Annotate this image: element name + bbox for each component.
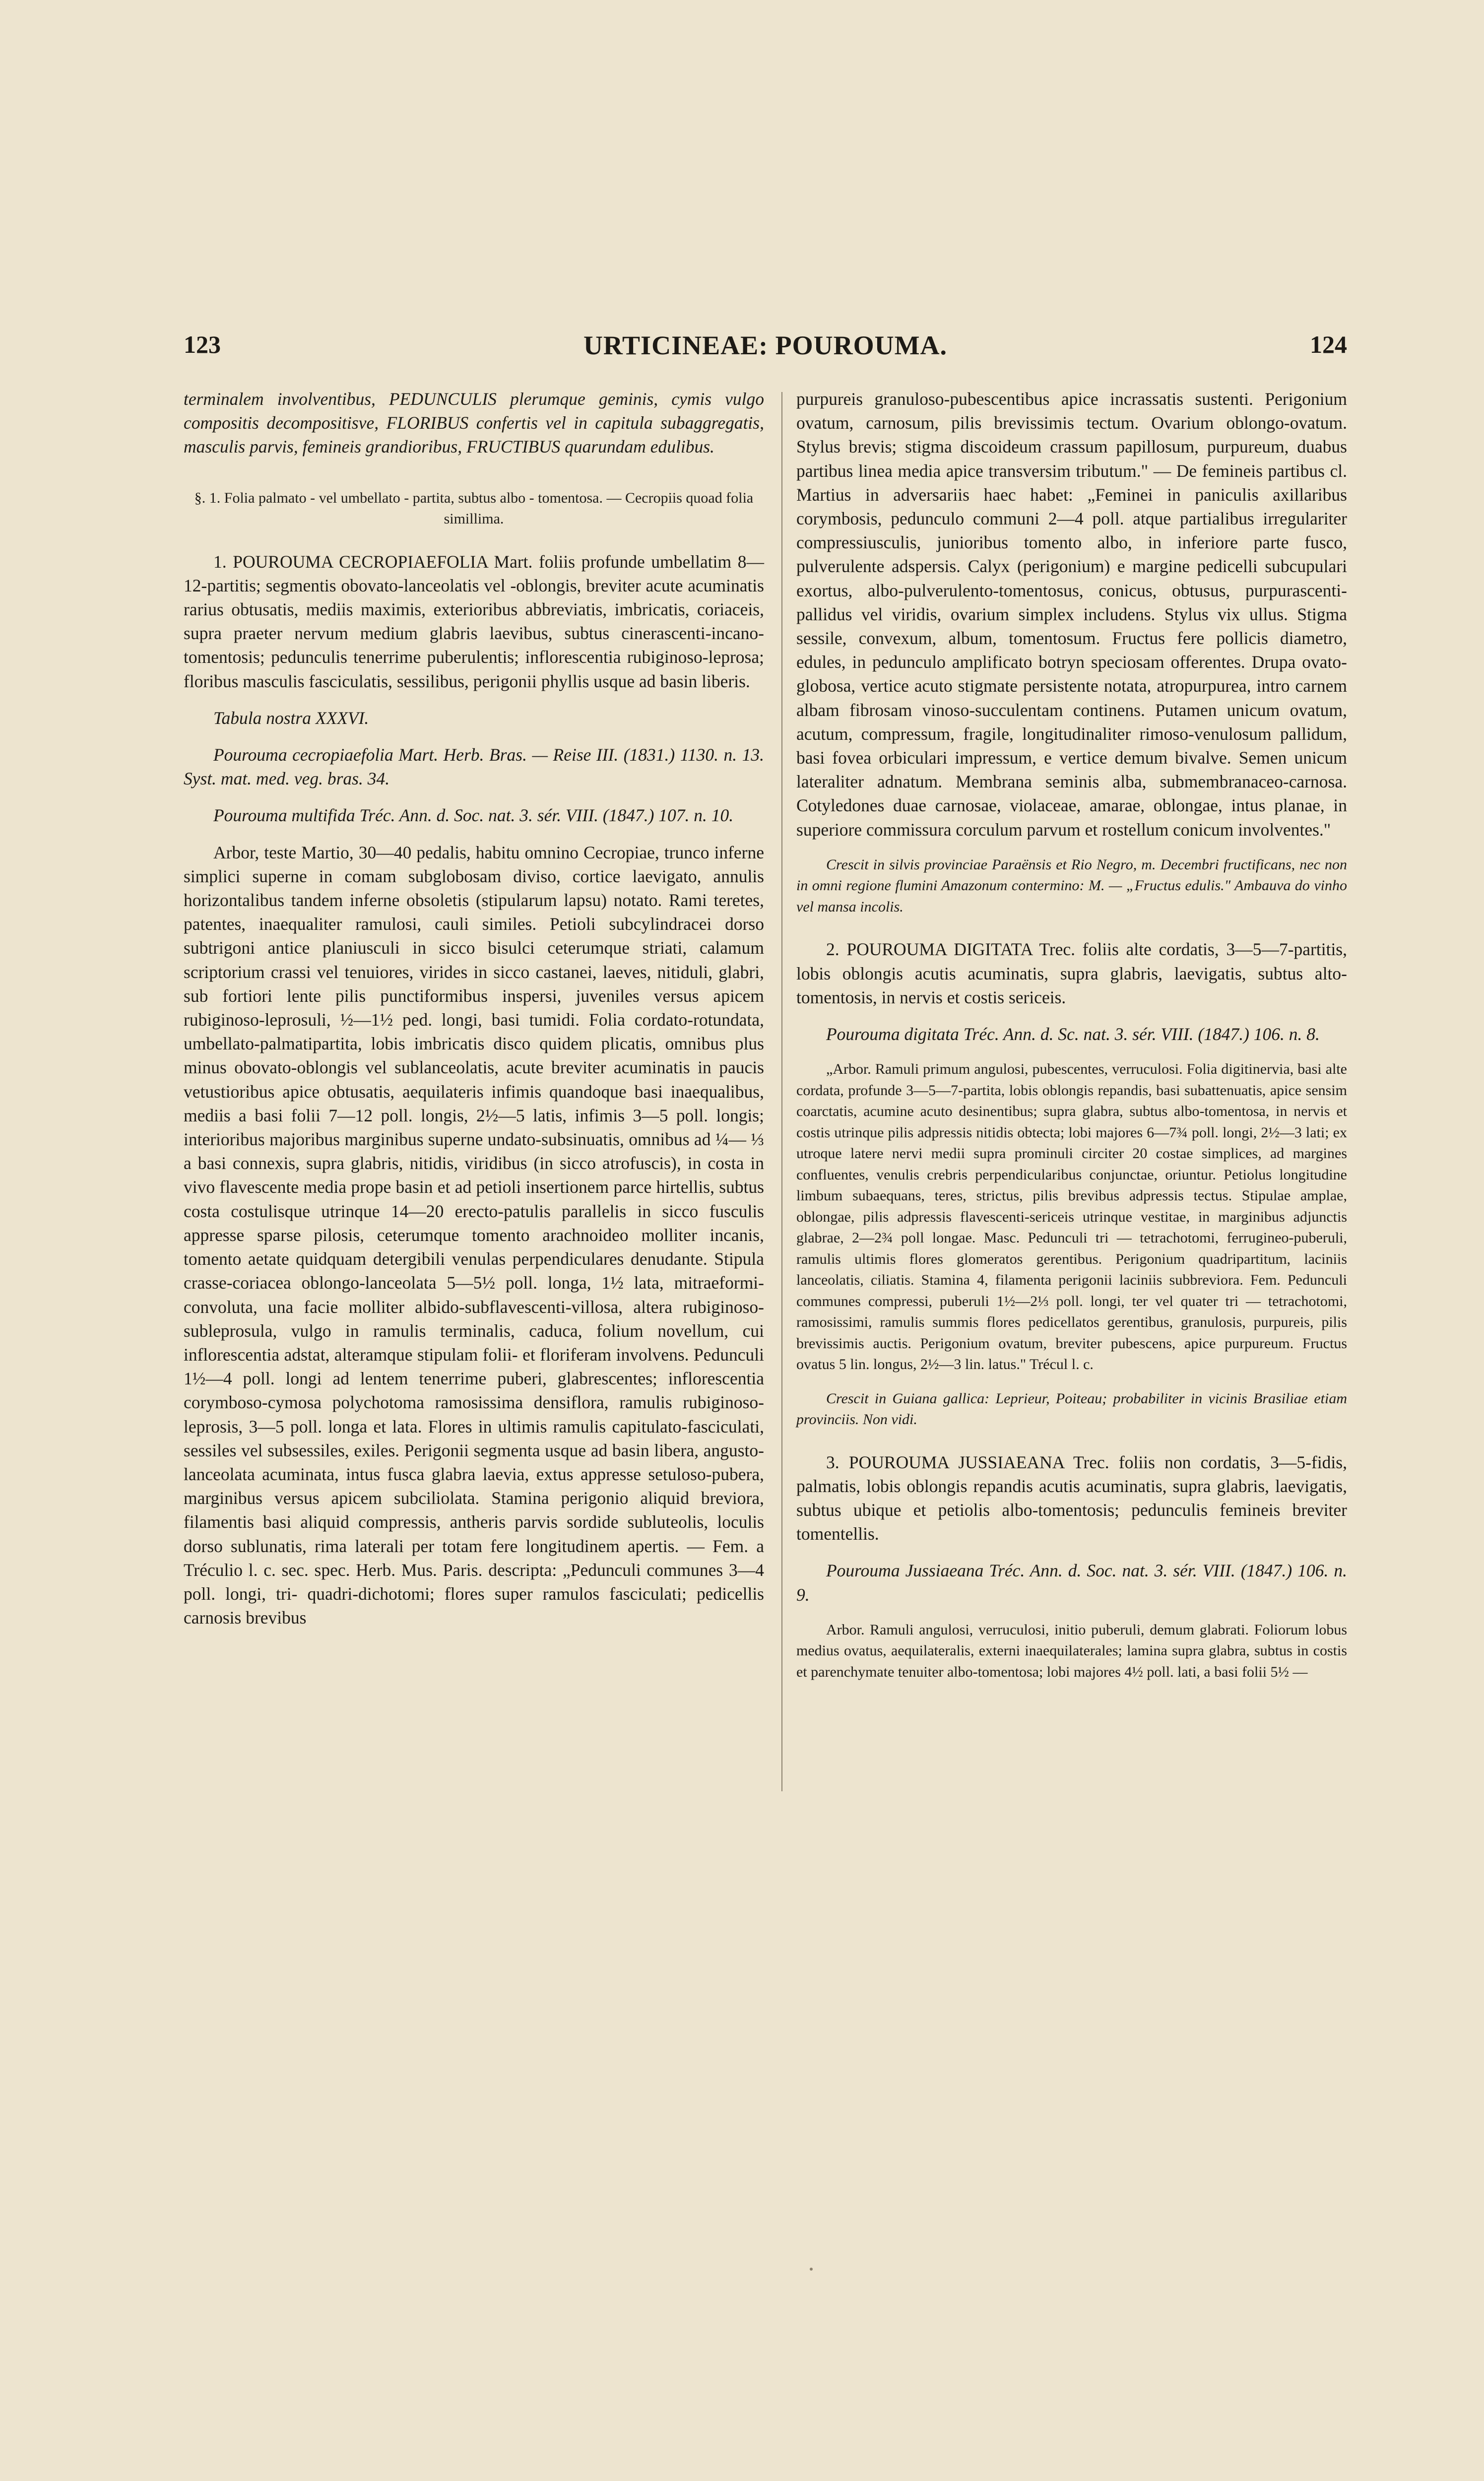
species2-entry <box>796 937 1347 1009</box>
left-column <box>184 387 764 1630</box>
left-page-number: 123 <box>184 330 221 358</box>
species1-synonym-2: Pourouma multifida Tréc. Ann. d. Soc. nat. 3. sér. VIII. (1847.) 107. n. 10. <box>213 805 734 826</box>
habitat-1: Crescit in silvis provinciae Paraënsis et Rio Negro, m. Decembri fructificans, nec non in omni regione flumini Amazonum contermino: M. — „Fructus edulis." Ambauva do vinho vel mansa incolis. <box>796 856 1347 915</box>
column-divider <box>781 392 782 1791</box>
species3-synonym: Pourouma Jussiaeana Tréc. Ann. d. Soc. nat. 3. sér. VIII. (1847.) 106. n. 9. <box>796 1561 1347 1605</box>
species3-entry <box>796 1450 1347 1546</box>
right-page-number: 124 <box>1310 330 1347 358</box>
species2-diagnosis: foliis alte cordatis, 3—5—7-partitis, lobis oblongis acutis acuminatis, supra glabris, laevigatis, subtus alto-tomentosis, in nervis et costis sericeis. <box>796 939 1348 1007</box>
species3-heading: 3. POUROUMA JUSSIAEANA Trec. <box>826 1452 1119 1472</box>
species1-synonym-1: Pourouma cecropiaefolia Mart. Herb. Bras. — Reise III. (1831.) 1130. n. 13. Syst. mat. med. veg. bras. 34. <box>184 745 764 789</box>
intro-text: terminalem involventibus, PEDUNCULIS plerumque geminis, cymis vulgo compositis decompositisve, FLORIBUS confertis vel in capitula subaggregatis, masculis parvis, femineis grandioribus, FRUCTIBUS quarundam edulibus. <box>184 389 764 457</box>
species2-description: „Arbor. Ramuli primum angulosi, pubescentes, verruculosi. Folia digitinervia, basi alte cordata, profunde 3—5—7-partita, lobis oblongis repandis, basi subattenuatis, apice sensim coarctatis, acumine acuto desinentibus; supra glabra, subtus albo-tomentosa, in nervis et costis utrinque pilis adpressis nitidis obtecta; lobi majores 6—7¾ poll. longi, 2½—3 lati; ex utroque latere nervi medii supra prominuli circiter 20 costae simplices, ad margines confluentes, venulis crebris perpendicularibus conjunctae, oriuntur. Petiolus longitudine limbum subaequans, teres, strictus, pilis brevibus adpressis tectus. Stipulae amplae, oblongae, pilis adpressis flavescenti-sericeis utrinque vestitae, in marginibus adjunctis glabrae, 2—2¾ poll longae. Masc. Pedunculi tri — tetrachotomi, ferrugineo-puberuli, ramulis ultimis flores glomeratos gerentibus. Perigonium quadripartitum, laciniis lanceolatis, ciliatis. Stamina 4, filamenta perigonii laciniis subbreviora. Fem. Pedunculi communes compressi, puberuli 1½—2⅓ poll. longi, ter vel quater tri — tetrachotomi, ramosissimi, ramulis summis flores pedicellatos gerentibus, granulosis, purpureis, pilis brevissimis auctis. Perigonium ovatum, breviter pubescens, apice purpureum. Fructus ovatus 5 lin. longus, 2½—3 lin. latus." Trécul l. c. <box>796 1061 1347 1373</box>
species1-diagnosis: foliis profunde umbellatim 8—12-partitis; segmentis obovato-lanceolatis vel -oblongis, breviter acute acuminatis rarius obtusatis, mediis maximis, exterioribus abbreviatis, imbricatis, coriaceis, supra praeter nervum medium glabris laevibus, subtus cinerascenti-incano-tomentosis; pedunculis tenerrime puberulentis; inflorescentia rubiginoso-leprosa; floribus masculis fasciculatis, sessilibus, perigonii phyllis usque ad basin liberis. <box>184 551 764 691</box>
species1-heading: 1. POUROUMA CECROPIAEFOLIA Mart. <box>213 551 539 572</box>
species3-description: Arbor. Ramuli angulosi, verruculosi, initio puberuli, demum glabrati. Foliorum lobus medius ovatus, aequilateralis, externi inaequilaterales; lamina supra glabra, subtus in costis et parenchymate tenuiter albo-tomentosa; lobi majores 4½ poll. lati, a basi folii 5½ — <box>796 1621 1347 1680</box>
section-heading: §. 1. Folia palmato - vel umbellato - partita, subtus albo - tomentosa. — Cecropiis quoad folia simillima. <box>194 489 754 527</box>
habitat-2: Crescit in Guiana gallica: Leprieur, Poiteau; probabiliter in vicinis Brasiliae etiam provinciis. Non vidi. <box>796 1390 1347 1428</box>
species2-synonym: Pourouma digitata Tréc. Ann. d. Sc. nat. 3. sér. VIII. (1847.) 106. n. 8. <box>826 1024 1320 1044</box>
page-header <box>184 330 1347 370</box>
species3-diagnosis: foliis non cordatis, 3—5-fidis, palmatis, lobis oblongis repandis acutis acuminatis, supra glabris, laevigatis, subtus ubique et petiolis albo-tomentosis; pedunculis femineis breviter tomentellis. <box>796 1452 1347 1544</box>
running-title: URTICINEAE: POUROUMA. <box>583 330 948 360</box>
right-column <box>796 387 1347 1683</box>
species2-heading: 2. POUROUMA DIGITATA Trec. <box>826 939 1083 960</box>
species1-description: Arbor, teste Martio, 30—40 pedalis, habitu omnino Cecropiae, trunco inferne simplici superne in comam subglobosam diviso, cortice laevigato, annulis horizontalibus tandem inferne obsoletis (stipularum lapsu) notato. Rami teretes, patentes, inaequaliter ramulosi, cauli similes. Petioli subcylindracei dorso subtrigoni antice planiusculi in sicco bisulci ceterumque striati, calamum scriptorium crassi vel tenuiores, virides in sicco castanei, laeves, nitiduli, glabri, sub fortiori lente pilis punctiformibus inspersi, juveniles versus apicem rubiginoso-leprosuli, ½—1½ ped. longi, basi tumidi. Folia cordato-rotundata, umbellato-palmatipartita, lobis imbricatis disco quidem plicatis, omnibus plus minus obovato-oblongis vel sublanceolatis, acute breviter acuminatis in paucis vetustioribus apice obtusatis, aequilateris infimis quandoque basi inaequalibus, mediis a basi folii 7—12 poll. longis, 2½—5 latis, infimis 3—5 poll. longis; interioribus majoribus marginibus superne undato-subsinuatis, omnibus ad ¼— ⅓ a basi connexis, supra glabris, nitidis, viridibus (in sicco atrofuscis), in costa in vivo flavescente media prope basin et ad petioli insertionem parce hirtellis, subtus costa costulisque utrinque 14—20 erecto-patulis parallelis in sicco fusculis appresse sparse pilosis, ceterumque tomento arachnoideo molliter incanis, tomento aetate quidquam detergibili venulas perpendiculares denudante. Stipula crasse-coriacea oblongo-lanceolata 5—5½ poll. longa, 1½ lata, mitraeformi-convoluta, una facie molliter albido-subflavescenti-villosa, altera rubiginoso-subleprosula, vulgo in ramulis terminalis, caduca, folium novellum, cui inflorescentia adstat, alteramque stipulam folii- et floriferam involvens. Pedunculi 1½—4 poll. longi ad lentem tenerrime puberi, glabrescentes; inflorescentia corymboso-cymosa polychotoma ramosissima densiflora, ramulis rubiginoso-leprosis, 3—5 poll. longa et lata. Flores in ultimis ramulis capitulato-fasciculati, sessiles vel subsessiles, exiles. Perigonii segmenta usque ad basin libera, angusto-lanceolata acuminata, intus fusca glabra laevia, extus appresse setuloso-pubera, marginibus versus apicem subciliolata. Stamina perigonio aliquid breviora, filamentis basi aliquid compressis, antheris parvis sordide subluteolis, loculis dorso sublunatis, rima laterali per totam fere longitudinem apertis. — Fem. a Tréculio l. c. sec. spec. Herb. Mus. Paris. descripta: „Pedunculi communes 3—4 poll. longi, tri- quadri-dichotomi; flores super ramulos fasciculati; pedicellis carnosis brevibus <box>184 842 764 1628</box>
continuation-text: purpureis granuloso-pubescentibus apice incrassatis sustenti. Perigonium ovatum, carnosum, pilis brevissimis tectum. Ovarium oblongo-ovatum. Stylus brevis; stigma discoideum crassum papillosum, purpureum, duabus partibus linea media apice transversim tributum." — De femineis partibus cl. Martius in adversariis haec habet: „Feminei in paniculis axillaribus corymbosis, pedunculo communi 2—4 poll. atque partialibus irregulariter compressiusculis, junioribus tomento albo, in inferiore parte fusco, pulverulente adspersis. Calyx (perigonium) e margine pedicelli subcupulari exortus, albo-pulverulento-tomentosus, conicus, obtusus, purpurascenti-pallidus vel viridis, ovarium simplex includens. Stylus vix ullus. Stigma sessile, convexum, album, tomentosum. Fructus fere pollicis diametro, edules, in pedunculo amplificato botryn speciosam offerentes. Drupa ovato-globosa, vertice acuto stigmate persistente notata, atropurpurea, intro carnem albam fibrosam vinoso-succulentam continens. Putamen unicum ovatum, acutum, compressum, fragile, longitudinaliter rimoso-venulosum pallidum, basi fovea orbiculari impressum, e vertice demum bivalve. Semen unicum lateraliter adnatum. Membrana seminis alba, submembranaceo-carnosa. Cotyledones duae carnosae, violaceae, amarae, oblongae, intus planae, in superiore commissura corculum parvum et rostellum conicum involventes." <box>796 389 1347 840</box>
species1-entry <box>184 550 764 693</box>
species1-tabula: Tabula nostra XXXVI. <box>213 708 369 728</box>
paper-speck <box>810 2268 813 2271</box>
